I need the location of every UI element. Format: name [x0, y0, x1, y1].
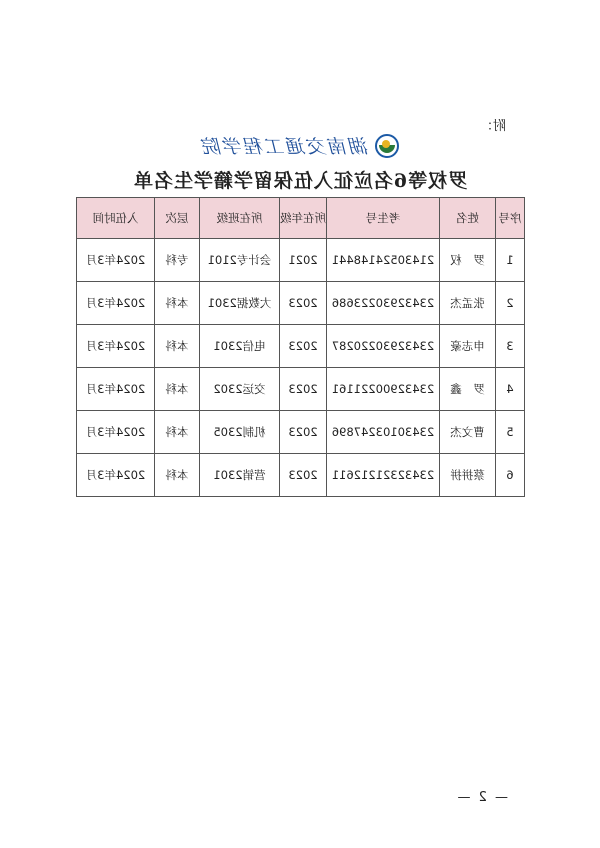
header-exam-number: 考生号 — [327, 198, 440, 239]
cell-seq: 5 — [496, 411, 525, 454]
cell-enlist-time: 2024年3月 — [77, 282, 155, 325]
cell-name: 罗 鑫 — [440, 368, 496, 411]
cell-exam-number: 23432930223686 — [327, 282, 440, 325]
cell-seq: 2 — [496, 282, 525, 325]
header-seq: 序号 — [496, 198, 525, 239]
cell-enlist-time: 2024年3月 — [77, 239, 155, 282]
cell-class: 交运2302 — [200, 368, 280, 411]
cell-level: 本科 — [155, 454, 200, 497]
cell-exam-number: 23432321212611 — [327, 454, 440, 497]
cell-class: 会计专2101 — [200, 239, 280, 282]
school-header — [0, 132, 600, 159]
table-row — [77, 368, 525, 411]
cell-class: 营销2301 — [200, 454, 280, 497]
cell-name: 曹文杰 — [440, 411, 496, 454]
cell-level: 本科 — [155, 368, 200, 411]
cell-class: 大数据2301 — [200, 282, 280, 325]
cell-level: 本科 — [155, 282, 200, 325]
school-name: 湖南交通工程学院 — [201, 136, 370, 158]
cell-class: 机制2305 — [200, 411, 280, 454]
header-enlist-time: 入伍时间 — [77, 198, 155, 239]
header-name: 姓名 — [440, 198, 496, 239]
cell-enlist-time: 2024年3月 — [77, 411, 155, 454]
header-level: 层次 — [155, 198, 200, 239]
cell-grade: 2023 — [280, 368, 327, 411]
cell-name: 张孟杰 — [440, 282, 496, 325]
cell-exam-number: 23432930220287 — [327, 325, 440, 368]
document-title: 罗权等6名应征入伍保留学籍学生名单 — [132, 170, 468, 192]
cell-grade: 2023 — [280, 411, 327, 454]
header-class: 所在班级 — [200, 198, 280, 239]
table-row — [77, 411, 525, 454]
cell-grade: 2021 — [280, 239, 327, 282]
header-grade: 所在年级 — [280, 198, 327, 239]
cell-grade: 2023 — [280, 282, 327, 325]
student-roster-table — [76, 197, 525, 497]
attachment-label: 附： — [479, 119, 506, 134]
cell-exam-number: 21430524148441 — [327, 239, 440, 282]
cell-seq: 6 — [496, 454, 525, 497]
cell-name: 蔡拼拼 — [440, 454, 496, 497]
cell-seq: 3 — [496, 325, 525, 368]
cell-exam-number: 23432900221161 — [327, 368, 440, 411]
table-row — [77, 239, 525, 282]
cell-class: 电信2301 — [200, 325, 280, 368]
table-row — [77, 325, 525, 368]
cell-grade: 2023 — [280, 454, 327, 497]
cell-name: 罗 权 — [440, 239, 496, 282]
page-number: — 2 — — [455, 790, 508, 805]
table-row — [77, 454, 525, 497]
cell-grade: 2023 — [280, 325, 327, 368]
cell-name: 申志豪 — [440, 325, 496, 368]
cell-seq: 1 — [496, 239, 525, 282]
school-emblem-icon — [375, 134, 399, 158]
cell-level: 专科 — [155, 239, 200, 282]
cell-exam-number: 23430103247896 — [327, 411, 440, 454]
cell-enlist-time: 2024年3月 — [77, 454, 155, 497]
cell-level: 本科 — [155, 411, 200, 454]
cell-seq: 4 — [496, 368, 525, 411]
table-row — [77, 282, 525, 325]
cell-enlist-time: 2024年3月 — [77, 368, 155, 411]
table-header-row — [77, 198, 525, 239]
cell-level: 本科 — [155, 325, 200, 368]
cell-enlist-time: 2024年3月 — [77, 325, 155, 368]
